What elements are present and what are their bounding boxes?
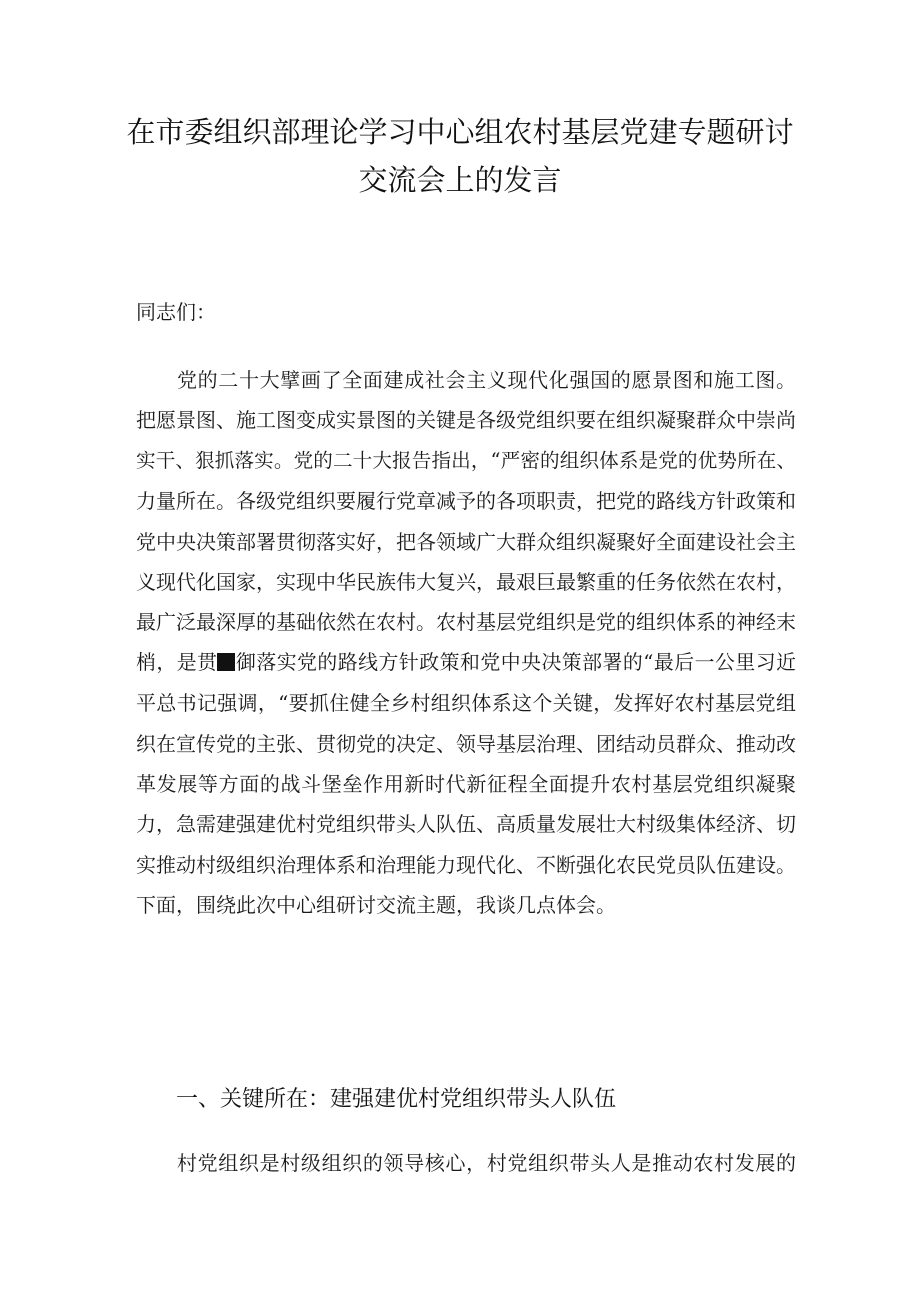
- paragraph-line: 力量所在。各级党组织要履行党章减予的各项职责，把党的路线方针政策和: [136, 489, 796, 514]
- title-line-1: 在市委组织部理论学习中心组农村基层党建专题研讨: [126, 115, 794, 149]
- paragraph-intro: [136, 360, 796, 925]
- salutation: 同志们：: [136, 300, 216, 324]
- paragraph-line: 平总书记强调，“要抓住健全乡村组织体系这个关键，发挥好农村基层党组: [136, 691, 796, 716]
- paragraph-line: 党的二十大擘画了全面建成社会主义现代化强国的愿景图和施工图。: [177, 368, 796, 392]
- paragraph-line: 最广泛最深厚的基础依然在农村。农村基层党组织是党的组织体系的神经末: [136, 610, 796, 635]
- paragraph-line: 力，急需建强建优村党组织带头人队伍、高质量发展壮大村级集体经济、切: [136, 812, 796, 837]
- paragraph-line: 党中央决策部署贯彻落实好，把各领域广大群众组织凝聚好全面建设社会主: [136, 529, 796, 554]
- document-title: [0, 108, 920, 204]
- paragraph-section-1: [136, 1143, 796, 1183]
- section-heading-1: 一、关键所在：建强建优村党组织带头人队伍: [176, 1087, 617, 1112]
- paragraph-line: 革发展等方面的战斗堡垒作用新时代新征程全面提升农村基层党组织凝聚: [136, 771, 796, 796]
- paragraph-line: 下面，围绕此次中心组研讨交流主题，我谈几点体会。: [136, 893, 616, 918]
- paragraph-line: 把愿景图、施工图变成实景图的关键是各级党组织要在组织凝聚群众中崇尚: [136, 408, 796, 433]
- line-segment: 梢，是贯: [136, 650, 218, 674]
- paragraph-line: 实干、狠抓落实。党的二十大报告指出，“严密的组织体系是党的优势所在、: [136, 448, 796, 472]
- paragraph-line: 织在宣传党的主张、贯彻党的决定、领导基层治理、团结动员群众、推动改: [136, 731, 796, 756]
- paragraph-line: 实推动村级组织治理体系和治理能力现代化、不断强化农民党员队伍建设。: [136, 852, 796, 877]
- title-line-2: 交流会上的发言: [358, 163, 562, 197]
- redaction-mark: [217, 653, 235, 671]
- paragraph-line: 村党组织是村级组织的领导核心，村党组织带头人是推动农村发展的: [177, 1151, 796, 1175]
- line-segment: 御落实党的路线方针政策和党中央决策部署的“最后一公里习近: [235, 650, 796, 674]
- paragraph-line-with-redaction: [136, 643, 796, 683]
- paragraph-line: 义现代化国家，实现中华民族伟大复兴，最艰巨最繁重的任务依然在农村，: [136, 569, 796, 594]
